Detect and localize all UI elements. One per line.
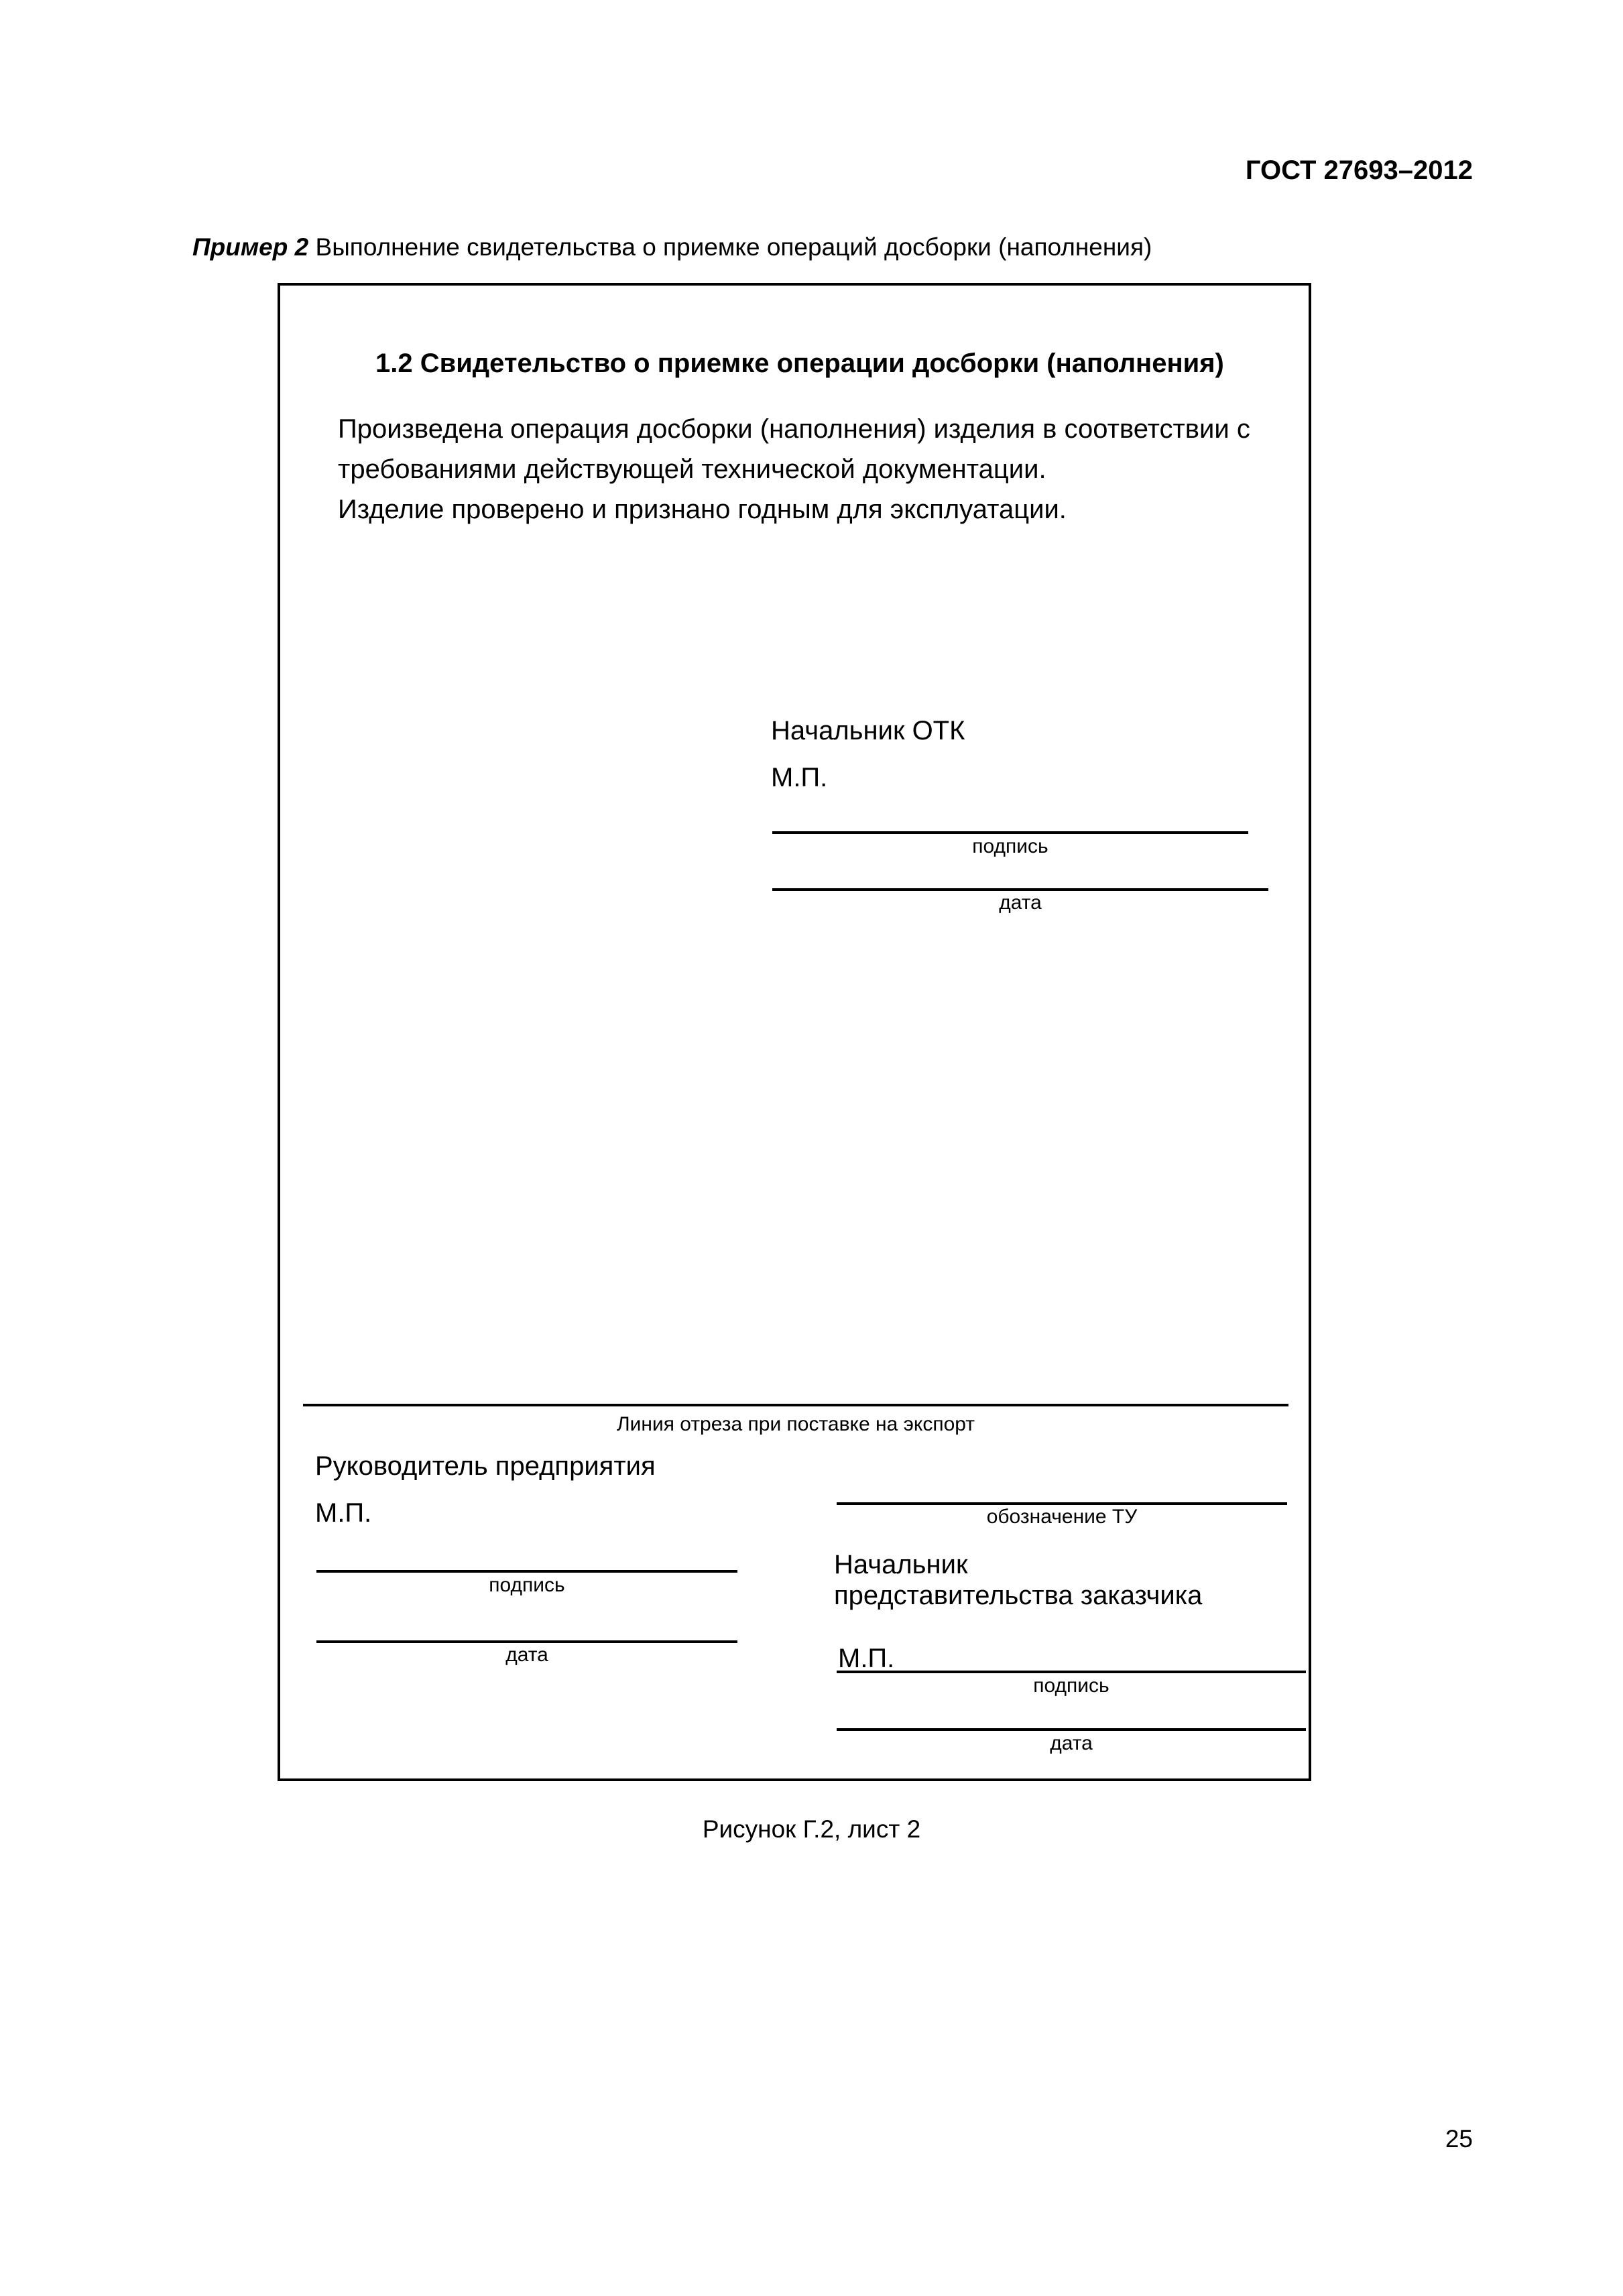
otk-stamp: М.П. — [771, 763, 828, 792]
otk-date-label: дата — [999, 892, 1042, 914]
customer-date-label: дата — [1050, 1732, 1093, 1754]
example-text: Выполнение свидетельства о приемке операций досборки (наполнения) — [315, 233, 1152, 261]
tu-designation-line — [837, 1502, 1287, 1505]
cut-line-label: Линия отреза при поставке на экспорт — [616, 1413, 975, 1435]
customer-stamp: М.П. — [838, 1644, 895, 1673]
example-lead: Пример 2 — [192, 233, 309, 261]
enterprise-title: Руководитель предприятия — [315, 1451, 656, 1481]
customer-date-line — [837, 1728, 1306, 1731]
customer-title-line2: представительства заказчика — [834, 1581, 1203, 1610]
page-number: 25 — [1445, 2125, 1473, 2153]
otk-signature-line — [772, 831, 1248, 834]
enterprise-date-label: дата — [505, 1644, 548, 1666]
certificate-line-3: Изделие проверено и признано годным для эксплуатации. — [338, 495, 1067, 524]
certificate-title: 1.2 Свидетельство о приемке операции досборки (наполнения) — [375, 349, 1224, 378]
enterprise-date-line — [316, 1640, 737, 1643]
enterprise-signature-line — [316, 1570, 737, 1573]
page-header-standard: ГОСТ 27693–2012 — [1245, 156, 1473, 185]
enterprise-signature-label: подпись — [489, 1574, 565, 1596]
otk-date-line — [772, 888, 1268, 891]
otk-signature-label: подпись — [972, 835, 1048, 857]
enterprise-stamp: М.П. — [315, 1498, 372, 1528]
tu-designation-label: обозначение ТУ — [986, 1506, 1138, 1528]
certificate-line-1: Произведена операция досборки (наполнения) изделия в соответствии с — [338, 414, 1250, 444]
customer-signature-label: подпись — [1033, 1675, 1109, 1697]
certificate-line-2: требованиями действующей технической документации. — [338, 455, 1046, 484]
example-heading — [192, 233, 1152, 261]
otk-title: Начальник ОТК — [771, 716, 965, 745]
cut-line — [303, 1404, 1288, 1406]
customer-title-line1: Начальник — [834, 1550, 968, 1579]
customer-signature-line — [837, 1671, 1306, 1673]
figure-caption: Рисунок Г.2, лист 2 — [702, 1815, 921, 1843]
